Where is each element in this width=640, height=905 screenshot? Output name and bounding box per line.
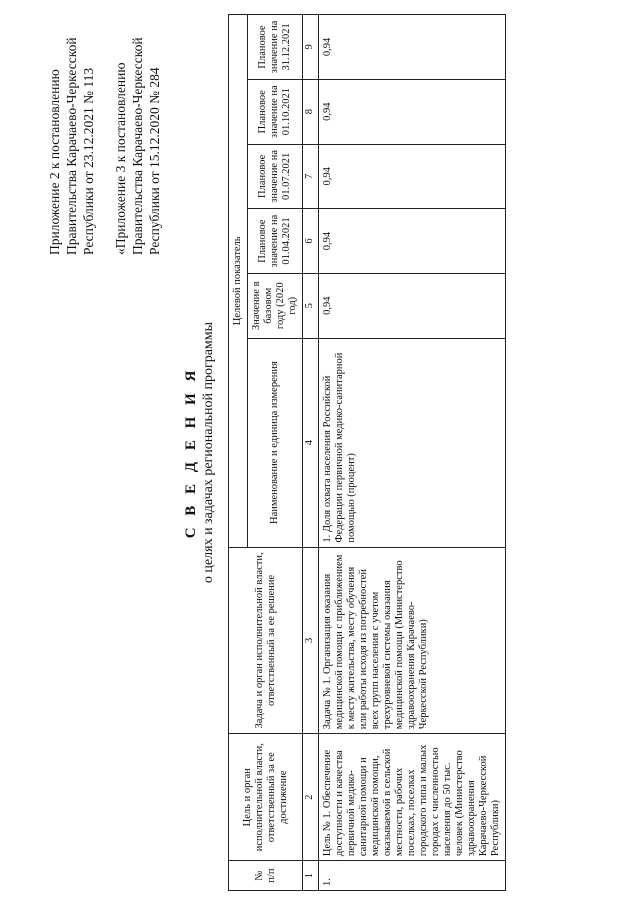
- column-number: 2: [303, 734, 319, 861]
- column-number: 3: [303, 547, 319, 734]
- header-indicator: Наименование и единица измерения: [248, 338, 303, 547]
- goals-table: [228, 14, 506, 891]
- appendix-current-line3: Республики от 23.12.2021 № 113: [81, 67, 96, 255]
- row-q2-value: 0,94: [319, 144, 506, 209]
- appendix-current-line1: Приложение 2 к постановлению: [47, 69, 62, 255]
- row-task: Задача № 1. Организация оказания медицинской помощи с приближением к месту жительства, месту обучения или работы исходя из потребностей всех групп населения с учетом трехуровневой системы оказания медицинской помощи (Министерство здравоохранения Карачаево-Черкесской Республики): [319, 547, 506, 734]
- column-number: 8: [303, 79, 319, 144]
- document-title: С В Е Д Е Н И Я: [183, 366, 199, 539]
- row-q1-value: 0,94: [319, 209, 506, 274]
- column-number: 5: [303, 273, 319, 338]
- appendix-previous-line2: Правительства Карачаево-Черкесской: [130, 37, 145, 255]
- header-task: Задача и орган исполнительной власти, ответственный за ее решение: [229, 547, 303, 734]
- row-indicator: 1. Доля охвата населения Российской Федерации первичной медико-санитарной помощью (процент): [319, 338, 506, 547]
- column-number: 4: [303, 338, 319, 547]
- header-base: Значение в базовом году (2020 год): [248, 273, 303, 338]
- column-number: 6: [303, 209, 319, 274]
- column-number: 1: [303, 861, 319, 891]
- column-number: 9: [303, 15, 319, 80]
- row-q3-value: 0,94: [319, 79, 506, 144]
- appendix-previous-line3: Республики от 15.12.2020 № 284: [147, 67, 162, 255]
- row-base-value: 0,94: [319, 273, 506, 338]
- header-q4: Плановое значение на 31.12.2021: [248, 15, 303, 80]
- column-number: 7: [303, 144, 319, 209]
- row-num: 1.: [319, 861, 506, 891]
- header-q3: Плановое значение на 01.10.2021: [248, 79, 303, 144]
- header-q2: Плановое значение на 01.07.2021: [248, 144, 303, 209]
- header-q1: Плановое значение на 01.04.2021: [248, 209, 303, 274]
- header-num: № п/п: [229, 861, 303, 891]
- row-goal: Цель № 1. Обеспечение доступности и качества первичной медико-санитарной помощи и медицинской помощи, оказываемой в сельской местности, рабочих поселках, поселках городского типа и малых городах с численностью населения до 50 тыс. человек (Министерство здравоохранения Карачаево-Черкесской Республики): [319, 734, 506, 861]
- header-target-indicator: Целевой показатель: [229, 15, 248, 548]
- column-number-row: [303, 15, 319, 891]
- appendix-current: [46, 37, 97, 255]
- appendix-previous-line1: «Приложение 3 к постановлению: [113, 62, 128, 255]
- document-subtitle: о целях и задачах региональной программы: [201, 321, 216, 584]
- appendix-previous: [112, 37, 163, 255]
- table-row: [319, 15, 506, 891]
- row-q4-value: 0,94: [319, 15, 506, 80]
- header-goal: Цель и орган исполнительной власти, ответственный за ее достижение: [229, 734, 303, 861]
- appendix-current-line2: Правительства Карачаево-Черкесской: [64, 37, 79, 255]
